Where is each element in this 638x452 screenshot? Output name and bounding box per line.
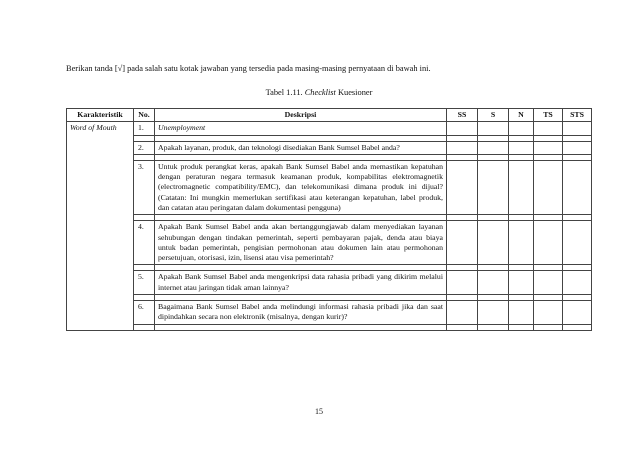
row-number: 3. bbox=[134, 160, 155, 214]
checkbox-n[interactable] bbox=[509, 122, 534, 135]
questionnaire-table bbox=[66, 108, 592, 331]
checkbox-ts[interactable] bbox=[534, 300, 563, 324]
spacer-row bbox=[67, 324, 592, 330]
checkbox-ss[interactable] bbox=[447, 221, 478, 265]
checkbox-ts[interactable] bbox=[534, 122, 563, 135]
table-row bbox=[67, 271, 592, 295]
row-description: Unemployment bbox=[155, 122, 447, 135]
checkbox-ss[interactable] bbox=[447, 271, 478, 295]
header-ts: TS bbox=[534, 109, 563, 122]
checkbox-ss[interactable] bbox=[447, 141, 478, 154]
table-row bbox=[67, 122, 592, 135]
row-description: Bagaimana Bank Sumsel Babel anda melindungi informasi rahasia pribadi jika dan saat dipindahkan secara non elektronik (misalnya, dengan kurir)? bbox=[155, 300, 447, 324]
checkbox-s[interactable] bbox=[478, 141, 509, 154]
header-no: No. bbox=[134, 109, 155, 122]
checkbox-ts[interactable] bbox=[534, 271, 563, 295]
row-number: 5. bbox=[134, 271, 155, 295]
caption-suffix: Kuesioner bbox=[337, 88, 373, 97]
checkbox-ss[interactable] bbox=[447, 122, 478, 135]
checkbox-s[interactable] bbox=[478, 300, 509, 324]
checkbox-s[interactable] bbox=[478, 160, 509, 214]
table-row bbox=[67, 141, 592, 154]
row-number: 4. bbox=[134, 221, 155, 265]
checkbox-ts[interactable] bbox=[534, 160, 563, 214]
checkbox-s[interactable] bbox=[478, 221, 509, 265]
checkbox-sts[interactable] bbox=[563, 122, 592, 135]
checkbox-ts[interactable] bbox=[534, 141, 563, 154]
header-s: S bbox=[478, 109, 509, 122]
row-number: 2. bbox=[134, 141, 155, 154]
table-header-row bbox=[67, 109, 592, 122]
checkbox-n[interactable] bbox=[509, 300, 534, 324]
karakteristik-cell: Word of Mouth bbox=[67, 122, 134, 330]
table-caption bbox=[0, 88, 638, 97]
table-row bbox=[67, 160, 592, 214]
row-description: Apakah Bank Sumsel Babel anda akan bertanggungjawab dalam menyediakan layanan sehubungan dengan tindakan pemerintah, seperti pembayaran pajak, denda atau biaya untuk badan pemerintah, pengisian permohonan atau dokumen lain atau permohonan persetujuan, otorisasi, izin, lisensi atau visa pemerintah? bbox=[155, 221, 447, 265]
checkbox-ss[interactable] bbox=[447, 160, 478, 214]
header-ss: SS bbox=[447, 109, 478, 122]
row-number: 1. bbox=[134, 122, 155, 135]
header-karakteristik: Karakteristik bbox=[67, 109, 134, 122]
checkbox-sts[interactable] bbox=[563, 271, 592, 295]
checkbox-ss[interactable] bbox=[447, 300, 478, 324]
instruction-text: Berikan tanda [√] pada salah satu kotak jawaban yang tersedia pada masing-masing pernyataan di bawah ini. bbox=[66, 64, 431, 73]
checkbox-sts[interactable] bbox=[563, 300, 592, 324]
caption-prefix: Tabel 1.11. bbox=[265, 88, 303, 97]
row-number: 6. bbox=[134, 300, 155, 324]
header-deskripsi: Deskripsi bbox=[155, 109, 447, 122]
row-description: Apakah layanan, produk, dan teknologi disediakan Bank Sumsel Babel anda? bbox=[155, 141, 447, 154]
row-description: Untuk produk perangkat keras, apakah Bank Sumsel Babel anda memastikan kepatuhan dengan peraturan negara termasuk keamanan produk, kompabilitas elektromagnetik (electromagnetic compatibility/EMC), dan telekomunikasi dimana produk ini dijual? (Catatan: Ini mungkin memerlukan sertifikasi atau keterangan kepatuhan, label produk, dan catatan atau peringatan dalam dokumentasi pengguna) bbox=[155, 160, 447, 214]
checkbox-s[interactable] bbox=[478, 122, 509, 135]
checkbox-ts[interactable] bbox=[534, 221, 563, 265]
checkbox-n[interactable] bbox=[509, 271, 534, 295]
checkbox-n[interactable] bbox=[509, 141, 534, 154]
checkbox-sts[interactable] bbox=[563, 221, 592, 265]
header-n: N bbox=[509, 109, 534, 122]
caption-italic: Checklist bbox=[304, 88, 336, 97]
table-row bbox=[67, 221, 592, 265]
page-number: 15 bbox=[315, 407, 323, 416]
checkbox-n[interactable] bbox=[509, 160, 534, 214]
checkbox-n[interactable] bbox=[509, 221, 534, 265]
header-sts: STS bbox=[563, 109, 592, 122]
table-row bbox=[67, 300, 592, 324]
checkbox-sts[interactable] bbox=[563, 160, 592, 214]
row-description: Apakah Bank Sumsel Babel anda mengenkripsi data rahasia pribadi yang dikirim melalui internet atau jaringan tidak aman lainnya? bbox=[155, 271, 447, 295]
checkbox-s[interactable] bbox=[478, 271, 509, 295]
checkbox-sts[interactable] bbox=[563, 141, 592, 154]
